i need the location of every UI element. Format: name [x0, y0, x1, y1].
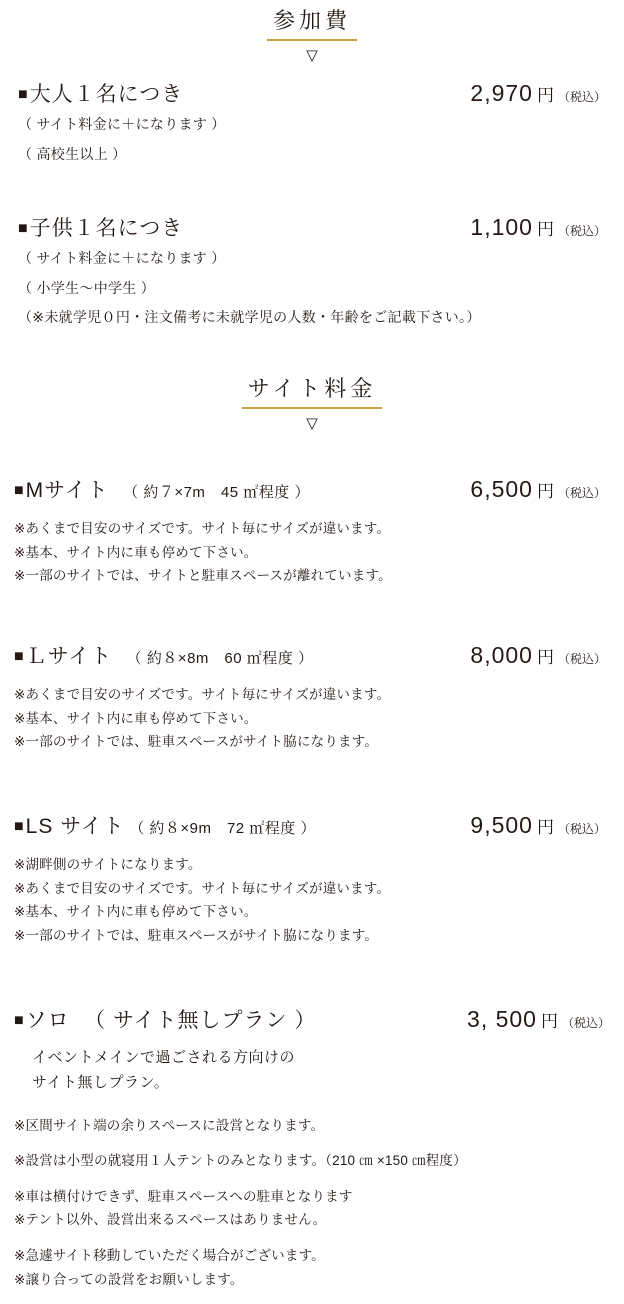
- site-item-name-group: [14, 474, 310, 504]
- square-bullet-icon: ■: [18, 86, 29, 103]
- site-item-name: ■LS サイト: [14, 815, 125, 838]
- site-item-note: ※あくまで目安のサイズです。サイト毎にサイズが違います。: [14, 880, 391, 896]
- site-item-note: ※テント以外、設営出来るスペースはありません。: [14, 1212, 327, 1228]
- site-item-row: [14, 640, 606, 670]
- section-heading-site-fee: [0, 372, 624, 431]
- square-bullet-icon: ■: [14, 648, 25, 665]
- fee-item-note: （ 小学生〜中学生 ）: [18, 279, 156, 296]
- site-item-price-group: [467, 1006, 610, 1033]
- yen-unit: 円: [536, 220, 554, 239]
- fee-item-note: （ サイト料金に＋になります ）: [18, 250, 226, 266]
- site-item-name: ■ソロ: [14, 1009, 70, 1032]
- site-item-note: ※あくまで目安のサイズです。サイト毎にサイズが違います。: [14, 521, 391, 536]
- yen-unit: 円: [536, 482, 554, 501]
- fee-item-adult: [18, 78, 606, 165]
- fee-item-price-group: [470, 80, 606, 107]
- section-title: サイト料金: [242, 372, 382, 409]
- site-item-note: ※一部のサイトでは、サイトと駐車スペースが離れています。: [14, 568, 392, 584]
- triangle-icon: ▽: [306, 47, 318, 64]
- fee-item-price-group: [470, 214, 606, 241]
- fee-item-row: [18, 78, 606, 108]
- price-value: 9,500: [470, 812, 533, 838]
- site-item-size: （ 約８×9m 72 ㎡程度 ）: [129, 820, 316, 837]
- fee-item-note: （ サイト料金に＋になります ）: [18, 116, 226, 132]
- price-value: 6,500: [470, 476, 533, 502]
- price-value: 2,970: [470, 80, 533, 106]
- site-item-size: （ 約７×7m 45 ㎡程度 ）: [123, 484, 310, 501]
- site-item-note: ※基本、サイト内に車も停めて下さい。: [14, 710, 258, 726]
- square-bullet-icon: ■: [14, 1012, 25, 1029]
- fee-item-note: （ 高校生以上 ）: [18, 145, 127, 162]
- triangle-icon: ▽: [306, 415, 318, 432]
- site-item-row: [14, 810, 606, 840]
- site-item-size: （ サイト無しプラン ）: [84, 1009, 317, 1032]
- site-item-price-group: [470, 812, 606, 839]
- yen-unit: 円: [540, 1012, 558, 1031]
- site-item-name-group: [14, 810, 316, 840]
- site-item-ls: [14, 810, 606, 948]
- site-item-note: ※基本、サイト内に車も停めて下さい。: [14, 904, 258, 920]
- price-value: 3, 500: [467, 1006, 537, 1032]
- site-item-m: [14, 474, 606, 588]
- section-title: 参加費: [267, 4, 357, 41]
- price-value: 8,000: [470, 642, 533, 668]
- square-bullet-icon: ■: [14, 818, 25, 835]
- site-item-name-group: [14, 1004, 316, 1034]
- site-item-l: [14, 640, 606, 754]
- site-item-note: ※急遽サイト移動していただく場合がございます。: [14, 1248, 325, 1263]
- site-item-lead: イベントメインで過ごされる方向けの: [32, 1049, 296, 1066]
- site-item-price-group: [470, 642, 606, 669]
- tax-label: （税込）: [557, 90, 606, 104]
- price-value: 1,100: [470, 214, 533, 240]
- section-heading-participation-fee: [0, 4, 624, 63]
- site-item-note: ※基本、サイト内に車も停めて下さい。: [14, 544, 258, 560]
- site-item-lead: サイト無しプラン。: [32, 1073, 170, 1091]
- fee-item-row: [18, 212, 606, 242]
- site-item-row: [14, 1004, 610, 1034]
- yen-unit: 円: [536, 818, 554, 837]
- site-item-note: ※譲り合っての設営をお願いします。: [14, 1271, 244, 1287]
- square-bullet-icon: ■: [18, 220, 29, 237]
- tax-label: （税込）: [557, 224, 606, 238]
- site-item-name: ■Ｌサイト: [14, 645, 113, 668]
- site-item-solo: [14, 1004, 610, 1291]
- site-item-note: ※車は横付けできず、駐車スペースへの駐車となります: [14, 1188, 353, 1204]
- site-item-note: ※設営は小型の就寝用１人テントのみとなります。（210 ㎝ ×150 ㎝程度）: [14, 1153, 467, 1169]
- site-item-note: ※湖畔側のサイトになります。: [14, 857, 202, 872]
- site-item-note: ※区間サイト端の余りスペースに設営となります。: [14, 1117, 325, 1133]
- site-item-note: ※あくまで目安のサイズです。サイト毎にサイズが違います。: [14, 687, 391, 702]
- fee-item-name: ■子供１名につき: [18, 217, 184, 240]
- tax-label: （税込）: [557, 486, 606, 500]
- site-item-price-group: [470, 476, 606, 503]
- tax-label: （税込）: [557, 822, 606, 836]
- yen-unit: 円: [536, 86, 554, 105]
- yen-unit: 円: [536, 648, 554, 667]
- site-item-note: ※一部のサイトでは、駐車スペースがサイト脇になります。: [14, 927, 379, 943]
- fee-item-note: （※未就学児０円・注文備考に未就学児の人数・年齢をご記載下さい。）: [18, 309, 481, 326]
- site-item-note: ※一部のサイトでは、駐車スペースがサイト脇になります。: [14, 734, 379, 750]
- site-item-size: （ 約８×8m 60 ㎡程度 ）: [126, 650, 314, 667]
- site-item-name: ■Mサイト: [14, 479, 109, 502]
- fee-item-name: ■大人１名につき: [18, 83, 184, 106]
- square-bullet-icon: ■: [14, 482, 25, 499]
- tax-label: （税込）: [557, 652, 606, 666]
- site-item-name-group: [14, 640, 313, 670]
- tax-label: （税込）: [561, 1016, 610, 1030]
- site-item-row: [14, 474, 606, 504]
- fee-item-child: [18, 212, 606, 329]
